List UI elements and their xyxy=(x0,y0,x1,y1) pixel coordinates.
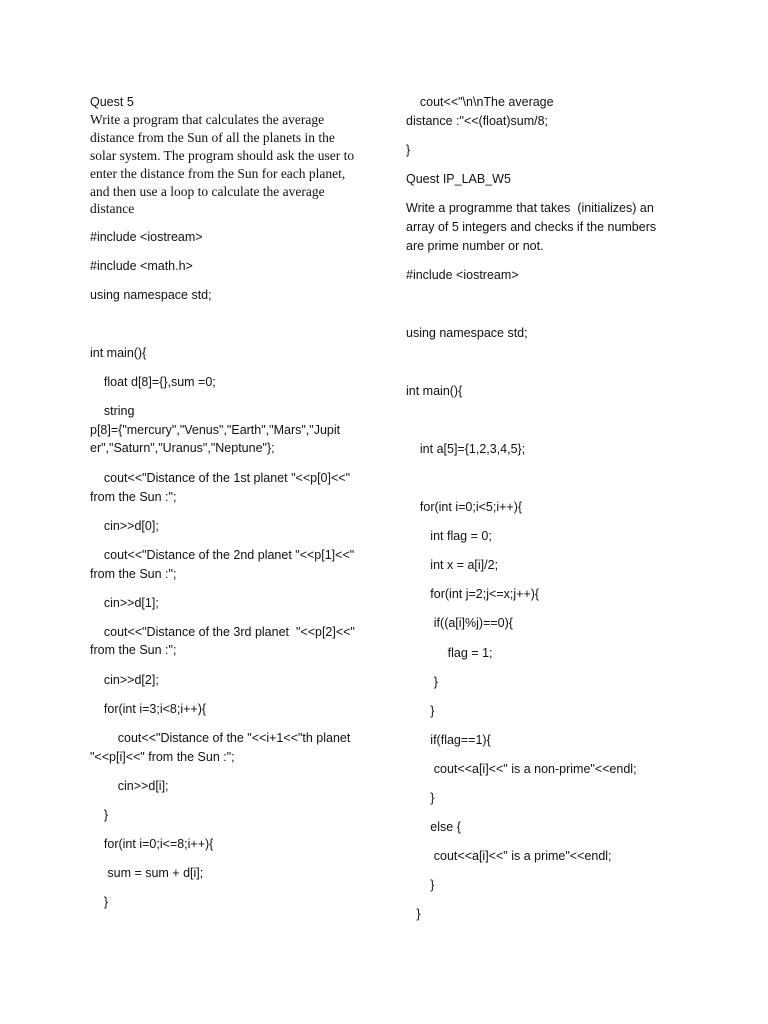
code-line: cin>>d[1]; xyxy=(90,596,159,610)
code-line: #include <iostream> xyxy=(90,230,203,244)
code-line: distance :"<<(float)sum/8; xyxy=(406,114,549,128)
code-line: #include <iostream> xyxy=(406,268,519,282)
code-line: from the Sun :"; xyxy=(90,567,177,581)
code-line: } xyxy=(406,907,421,921)
quest-5-description-line: Write a program that calculates the average xyxy=(90,112,325,127)
code-line: } xyxy=(406,878,435,892)
code-line: for(int i=3;i<8;i++){ xyxy=(90,702,207,716)
code-line: int main(){ xyxy=(90,346,147,360)
code-line: using namespace std; xyxy=(90,288,212,302)
code-line: cout<<"Distance of the "<<i+1<<"th planet xyxy=(90,731,351,745)
code-line: cout<<"Distance of the 3rd planet "<<p[2]<<" xyxy=(90,625,355,639)
code-line: cout<<"\n\nThe average xyxy=(406,95,554,109)
code-line: int x = a[i]/2; xyxy=(406,558,499,572)
code-line: sum = sum + d[i]; xyxy=(90,866,204,880)
code-line: int main(){ xyxy=(406,384,463,398)
quest-ip-lab-w5-description-line: array of 5 integers and checks if the numbers xyxy=(406,220,657,234)
quest-5-description-line: distance from the Sun of all the planets in the xyxy=(90,130,335,145)
code-line: } xyxy=(406,143,411,157)
code-line: for(int j=2;j<=x;j++){ xyxy=(406,587,540,601)
code-line: } xyxy=(406,704,435,718)
code-line: flag = 1; xyxy=(406,646,493,660)
quest-ip-lab-w5-title: Quest IP_LAB_W5 xyxy=(406,172,511,186)
code-line: else { xyxy=(406,820,461,834)
code-line: cout<<"Distance of the 1st planet "<<p[0]<<" xyxy=(90,471,351,485)
code-line: } xyxy=(406,675,438,689)
quest-5-title: Quest 5 xyxy=(90,95,134,109)
code-line: for(int i=0;i<5;i++){ xyxy=(406,500,523,514)
code-line: cin>>d[i]; xyxy=(90,779,169,793)
quest-5-description-line: and then use a loop to calculate the average xyxy=(90,184,325,199)
code-line: cout<<"Distance of the 2nd planet "<<p[1]<<" xyxy=(90,548,355,562)
code-line: if(flag==1){ xyxy=(406,733,491,747)
code-line: } xyxy=(90,895,109,909)
code-line: p[8]={"mercury","Venus","Earth","Mars","Jupit xyxy=(90,423,341,437)
quest-5-description-line: distance xyxy=(90,201,135,216)
code-line: cout<<a[i]<<" is a prime"<<endl; xyxy=(406,849,612,863)
code-line: float d[8]={},sum =0; xyxy=(90,375,216,389)
code-line: cin>>d[0]; xyxy=(90,519,159,533)
code-line: er","Saturn","Uranus","Neptune"}; xyxy=(90,441,275,455)
code-line: from the Sun :"; xyxy=(90,643,177,657)
code-line: "<<p[i]<<" from the Sun :"; xyxy=(90,750,235,764)
code-line: } xyxy=(90,808,109,822)
code-line: int a[5]={1,2,3,4,5}; xyxy=(406,442,526,456)
code-line: } xyxy=(406,791,435,805)
code-line: if((a[i]%j)==0){ xyxy=(406,616,513,630)
code-line: string xyxy=(90,404,135,418)
code-line: cin>>d[2]; xyxy=(90,673,159,687)
quest-ip-lab-w5-description-line: Write a programme that takes (initializes) an xyxy=(406,201,654,215)
code-line: using namespace std; xyxy=(406,326,528,340)
quest-5-description-line: enter the distance from the Sun for each planet, xyxy=(90,166,346,181)
quest-5-description-line: solar system. The program should ask the user to xyxy=(90,148,355,163)
code-line: from the Sun :"; xyxy=(90,490,177,504)
code-line: int flag = 0; xyxy=(406,529,492,543)
code-line: cout<<a[i]<<" is a non-prime"<<endl; xyxy=(406,762,637,776)
code-line: for(int i=0;i<=8;i++){ xyxy=(90,837,214,851)
quest-ip-lab-w5-description-line: are prime number or not. xyxy=(406,239,544,253)
code-line: #include <math.h> xyxy=(90,259,193,273)
